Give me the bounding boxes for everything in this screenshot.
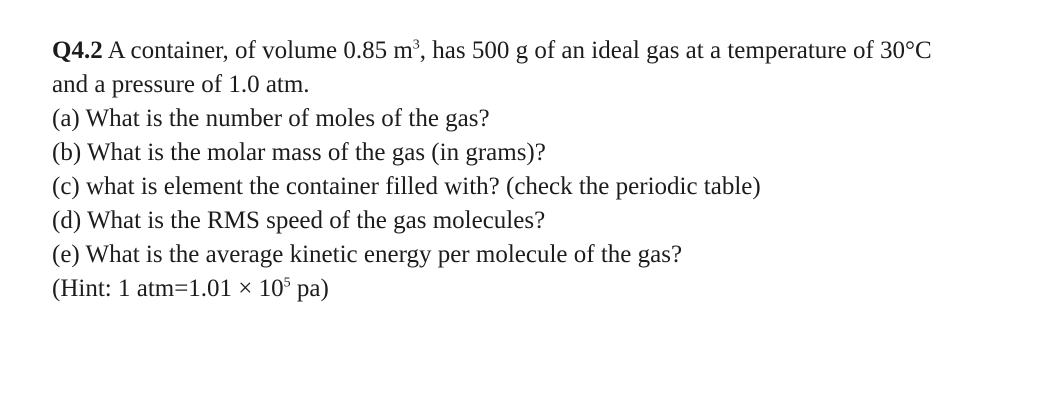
question-line-1 <box>52 34 1052 68</box>
question-stem-text: A container, of volume 0.85 m <box>107 37 413 64</box>
part-e: (e) What is the average kinetic energy per molecule of the gas? <box>52 241 683 268</box>
part-a: (a) What is the number of moles of the gas? <box>52 105 490 132</box>
hint-exponent: 5 <box>283 275 291 291</box>
question-stem-rest: , has 500 g of an ideal gas at a temperature of 30°C <box>419 37 932 64</box>
hint-prefix: (Hint: 1 atm=1.01 × 10 <box>52 275 284 302</box>
hint-line <box>52 272 1052 306</box>
part-d: (d) What is the RMS speed of the gas molecules? <box>52 207 546 234</box>
part-c: (c) what is element the container filled with? (check the periodic table) <box>52 173 761 200</box>
question-number: Q4.2 <box>52 37 103 64</box>
question-line-2: and a pressure of 1.0 atm. <box>52 71 310 98</box>
hint-suffix: pa) <box>290 275 329 302</box>
volume-exponent: 3 <box>412 37 420 53</box>
question-block <box>52 34 1052 306</box>
part-b: (b) What is the molar mass of the gas (in grams)? <box>52 139 546 166</box>
